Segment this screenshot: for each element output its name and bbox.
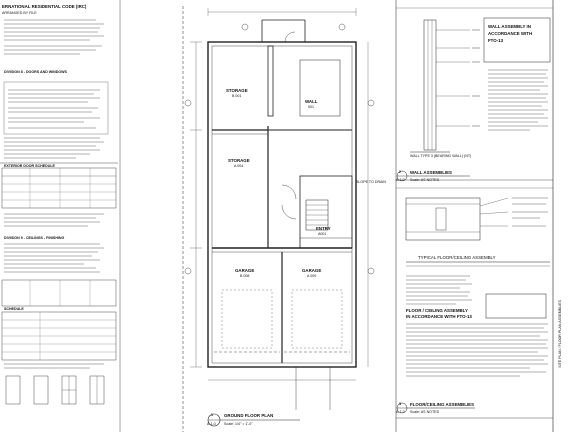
doors-windows-heading: DIVISION 8 - DOORS AND WINDOWS: [4, 70, 67, 74]
room-storage-2-name: STORAGE: [228, 158, 250, 163]
slope-note: SLOPE TO DRAIN: [356, 180, 387, 184]
wall-assembly-title-3: FTO-13: [488, 38, 504, 43]
wall-type-label: WALL TYPE 3 (BEARING WALL) (NT): [410, 154, 472, 158]
room-garage-2-name: GARAGE: [302, 268, 322, 273]
room-storage-1-number: B 001: [232, 94, 242, 98]
floor-ceiling-sheet-ref: A-1.0: [396, 410, 405, 414]
plan-ref-number: 1: [211, 413, 213, 417]
plan-sheet-ref: A-1.0: [207, 422, 216, 426]
floor-ceiling-scale: Scale: AS NOTED: [410, 410, 440, 414]
wall-assembly-title-2: ACCORDANCE WITH: [488, 31, 533, 36]
floor-ceiling-title-2: IN ACCORDANCE WITH FTO-13: [406, 314, 472, 319]
room-storage-2-number: A 004: [234, 164, 244, 168]
wall-assembly-ref-number: 2: [399, 170, 401, 174]
wall-assemblies-scale: Scale: AS NOTED: [410, 178, 440, 182]
room-wall-name: WALL: [305, 99, 318, 104]
code-subheader: ARRANGED BY FILE: [2, 11, 37, 15]
floor-ceiling-typical-label: TYPICAL FLOOR/CEILING ASSEMBLY: [418, 255, 496, 260]
wall-assemblies-caption: WALL ASSEMBLIES: [410, 170, 452, 175]
room-entry-name: ENTRY: [316, 226, 331, 231]
room-entry-number: A001: [318, 232, 327, 236]
room-wall-number: 001: [308, 105, 314, 109]
plan-scale: Scale: 1/4" = 1'-0": [224, 422, 253, 426]
wall-assembly-sheet-ref: A-1.0: [396, 178, 405, 182]
floor-ceiling-ref-number: 3: [399, 402, 401, 406]
code-header: ERNATIONAL RESIDENTIAL CODE (IRC): [2, 4, 87, 9]
ceilings-heading: DIVISION 9 - CEILINGS - FINISHING: [4, 236, 65, 240]
floor-ceiling-caption: FLOOR/CEILING ASSEMBLIES: [410, 402, 474, 407]
exterior-door-schedule-heading: EXTERIOR DOOR SCHEDULE: [4, 164, 55, 168]
room-storage-1-name: STORAGE: [226, 88, 248, 93]
room-garage-1-name: GARAGE: [235, 268, 255, 273]
floor-ceiling-title-1: FLOOR / CEILING ASSEMBLY: [406, 308, 468, 313]
schedule-heading: SCHEDULE: [4, 307, 24, 311]
title-block-text: SITE PLAN / FLOOR PLAN ASSEMBLIES: [558, 300, 562, 368]
wall-assembly-title-1: WALL ASSEMBLY IN: [488, 24, 531, 29]
room-garage-1-number: B 008: [240, 274, 250, 278]
plan-title: GROUND FLOOR PLAN: [224, 413, 274, 418]
room-garage-2-number: A 009: [307, 274, 317, 278]
